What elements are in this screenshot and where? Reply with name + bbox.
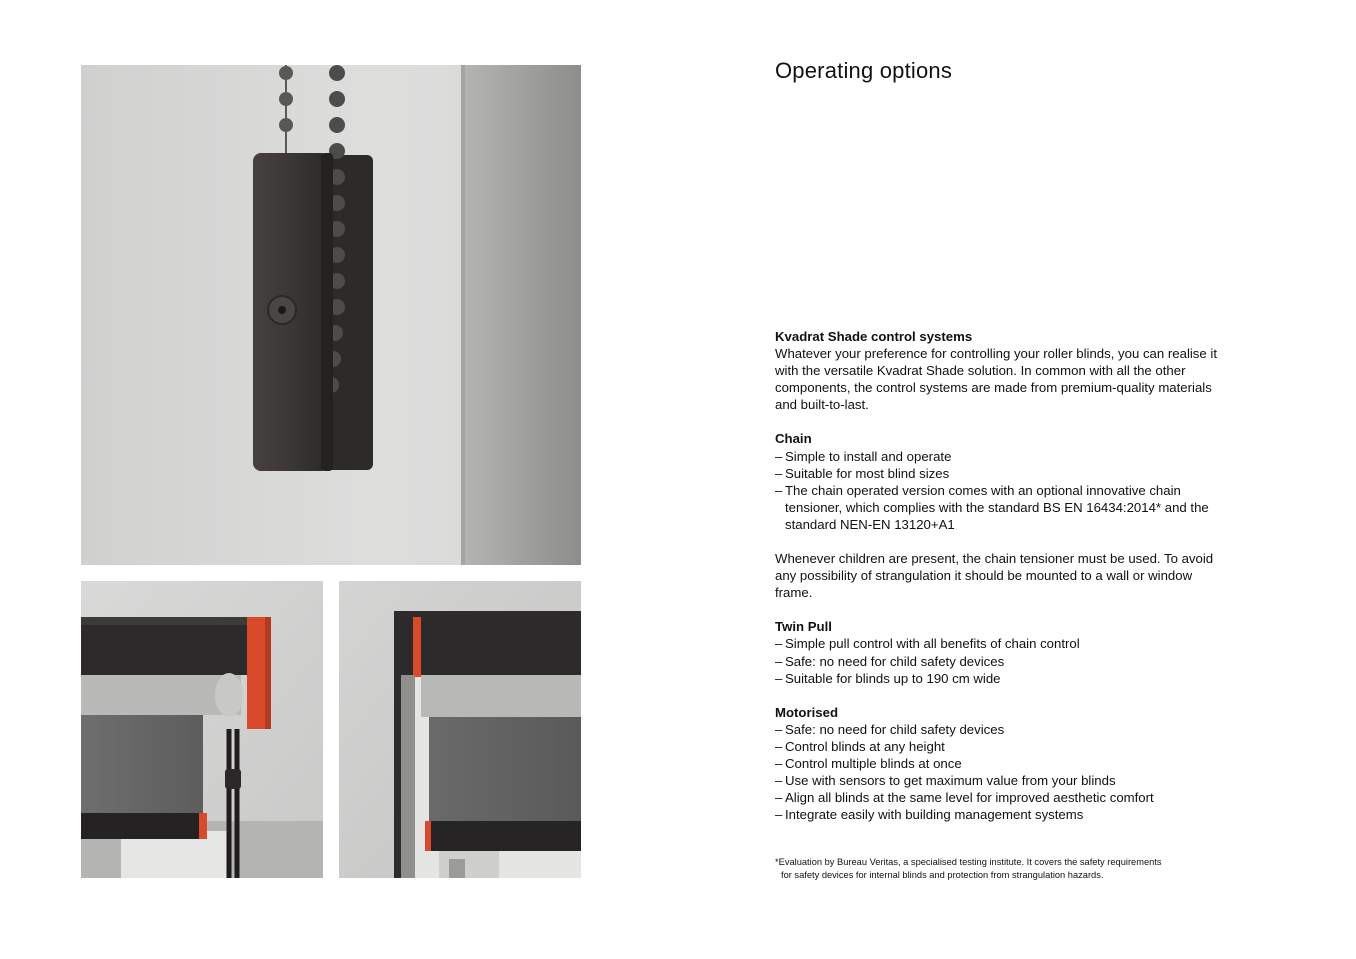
chain-tensioner-photo (81, 65, 581, 565)
motorised-section (775, 704, 1225, 824)
list-item: – Simple pull control with all benefits of chain control (775, 635, 1225, 652)
twin-pull-list (775, 635, 1225, 686)
list-item: – Use with sensors to get maximum value from your blinds (775, 772, 1225, 789)
list-item: – Control blinds at any height (775, 738, 1225, 755)
footnote-line-2: for safety devices for internal blinds and protection from strangulation hazards. (781, 869, 1104, 880)
list-item: – Suitable for blinds up to 190 cm wide (775, 670, 1225, 687)
motorised-list (775, 721, 1225, 824)
list-item: – Suitable for most blind sizes (775, 465, 1225, 482)
chain-list (775, 448, 1225, 533)
list-item: – Safe: no need for child safety devices (775, 653, 1225, 670)
list-item: – Align all blinds at the same level for improved aesthetic comfort (775, 789, 1225, 806)
footnote-line-1: *Evaluation by Bureau Veritas, a specialised testing institute. It covers the safety requirements (775, 857, 1162, 867)
twin-pull-blind-photo (81, 581, 323, 878)
twin-pull-heading: Twin Pull (775, 619, 832, 635)
intro-heading: Kvadrat Shade control systems (775, 329, 973, 344)
list-item: – Control multiple blinds at once (775, 755, 1225, 772)
page-title: Operating options (775, 58, 953, 83)
list-item: – Safe: no need for child safety devices (775, 721, 1225, 738)
list-item: – The chain operated version comes with an optional innovative chain tensioner, which complies with the standard BS EN 16434:2014* and the standard NEN-EN 13120+A1 (775, 482, 1225, 533)
list-item: – Integrate easily with building management systems (775, 806, 1225, 823)
list-item: – Simple to install and operate (775, 448, 1225, 465)
content-column (775, 328, 1225, 840)
intro-section (775, 328, 1225, 413)
chain-note-section (775, 550, 1225, 601)
chain-heading: Chain (775, 431, 812, 447)
motorised-blind-photo (339, 581, 581, 878)
motorised-heading: Motorised (775, 704, 839, 720)
footnote (775, 856, 1235, 881)
intro-text: Whatever your preference for controlling your roller blinds, you can realise it with the versatile Kvadrat Shade solution. In common with all the other components, the control systems are made from premium-quality materials and built-to-last. (775, 346, 1217, 413)
chain-section (775, 430, 1225, 533)
chain-note: Whenever children are present, the chain tensioner must be used. To avoid any possibility of strangulation it should be mounted to a wall or window frame. (775, 551, 1214, 601)
twin-pull-section (775, 618, 1225, 686)
